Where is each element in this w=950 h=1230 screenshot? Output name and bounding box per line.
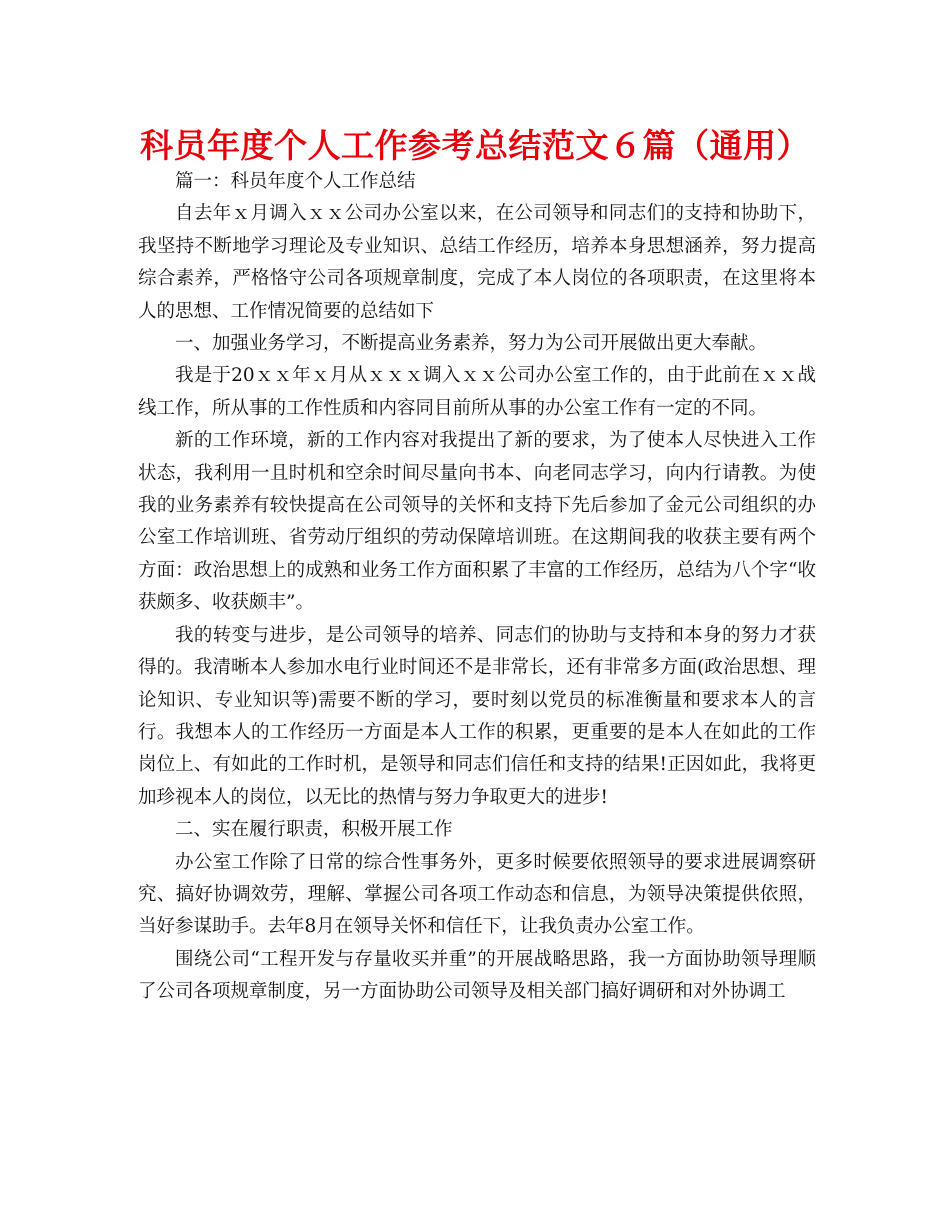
document-title: 科员年度个人工作参考总结范文６篇（通用） [140,126,810,165]
paragraph: 我是于20ｘｘ年ｘ月从ｘｘｘ调入ｘｘ公司办公室工作的，由于此前在ｘｘ战线工作，所从事的工作性质和内容同目前所从事的办公室工作有一定的不同。 [138,365,816,419]
paragraph: 我的转变与进步，是公司领导的培养、同志们的协助与支持和本身的努力才获得的。我清晰本人参加水电行业时间还不是非常长，还有非常多方面(政治思想、理论知识、专业知识等)需要不断的学习，要时刻以党员的标准衡量和要求本人的言行。我想本人的工作经历一方面是本人工作的积累，更重要的是本人在如此的工作岗位上、有如此的工作时机，是领导和同志们信任和支持的结果!正因如此，我将更加珍视本人的岗位，以无比的热情与努力争取更大的进步! [138,624,816,808]
section-heading: 二、实在履行职责，积极开展工作 [175,819,453,841]
section-heading: 一、加强业务学习，不断提高业务素养，努力为公司开展做出更大奉献。 [175,333,768,355]
document-body [138,166,816,1009]
paragraph: 办公室工作除了日常的综合性事务外，更多时候要依照领导的要求进展调察研究、搞好协调效劳，理解、掌握公司各项工作动态和信息，为领导决策提供依照，当好参谋助手。去年8月在领导关怀和信任下，让我负责办公室工作。 [138,851,816,938]
paragraph: 新的工作环境，新的工作内容对我提出了新的要求，为了使本人尽快进入工作状态，我利用一且时机和空余时间尽量向书本、向老同志学习，向内行请教。为使我的业务素养有较快提高在公司领导的关怀和支持下先后参加了金元公司组织的办公室工作培训班、省劳动厅组织的劳动保障培训班。在这期间我的收获主要有两个方面：政治思想上的成熟和业务工作方面积累了丰富的工作经历，总结为八个字“收获颇多、收获颇丰”。 [138,430,816,614]
section-heading: 篇一：科员年度个人工作总结 [175,171,416,192]
paragraph: 自去年ｘ月调入ｘｘ公司办公室以来，在公司领导和同志们的支持和协助下，我坚持不断地学习理论及专业知识、总结工作经历，培养本身思想涵养，努力提高综合素养，严格恪守公司各项规章制度，完成了本人岗位的各项职责，在这里将本人的思想、工作情况简要的总结如下 [138,203,816,322]
paragraph: 围绕公司“工程开发与存量收买并重”的开展战略思路，我一方面协助领导理顺了公司各项规章制度，另一方面协助公司领导及相关部门搞好调研和对外协调工 [138,948,816,1003]
